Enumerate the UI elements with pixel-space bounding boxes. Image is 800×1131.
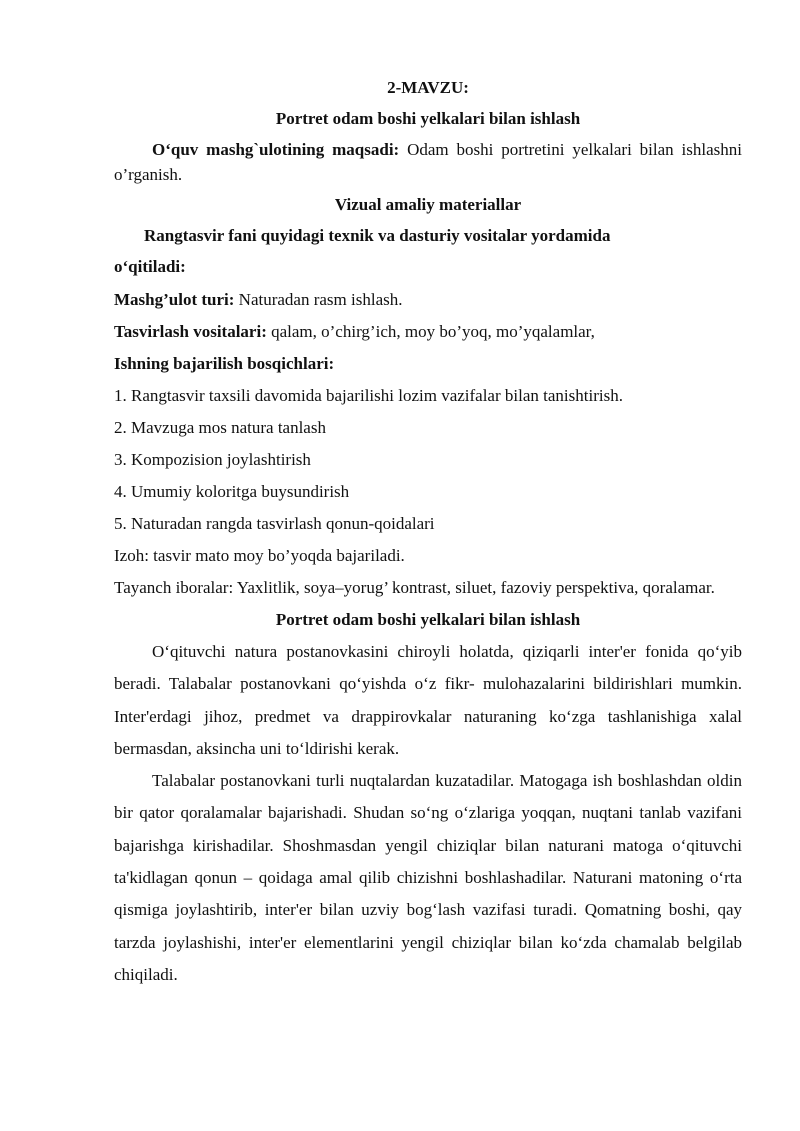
purpose-label: O‘quv mashg`ulotining maqsadi: [152, 140, 400, 159]
training-type-label: Mashg’ulot turi: [114, 290, 235, 309]
stages-label: Ishning bajarilish bosqichlari: [114, 354, 335, 373]
tools-label: Tasvirlash vositalari: [114, 322, 267, 341]
topic-subtitle: Portret odam boshi yelkalari bilan ishlash [275, 109, 581, 128]
intro-line-1-text: Rangtasvir fani quyidagi texnik va dasturiy vositalar yordamida [144, 226, 611, 245]
training-type-text: Naturadan rasm ishlash. [234, 290, 403, 309]
document-page [114, 74, 742, 991]
stages-heading [114, 348, 742, 380]
body-paragraph-1: O‘qituvchi natura postanovkasini chiroyli holatda, qiziqarli inter'er fonida qo‘yib beradi. Talabalar postanovkani qo‘yishda o‘z fikr- mulohazalarini bildirishlari mumkin. Inter'erdagi jihoz, predmet va drappirovkalar naturaning ko‘zga tashlanishiga xalal bermasdan, aksincha uni to‘ldirishi kerak. [114, 642, 742, 758]
tools-text: qalam, o’chirg’ich, moy bo’yoq, mo’yqalamlar, [266, 322, 595, 341]
list-item: 2. Mavzuga mos natura tanlash [114, 418, 326, 437]
section-heading: Portret odam boshi yelkalari bilan ishlash [275, 610, 581, 629]
purpose-paragraph [114, 137, 742, 187]
intro-line-2 [114, 251, 742, 282]
purpose-text: Odam boshi portretini yelkalari bilan ishlashni o’rganish. [114, 140, 742, 184]
topic-title: 2-MAVZU: [387, 78, 469, 97]
body-paragraph-2: Talabalar postanovkani turli nuqtalardan kuzatadilar. Matogaga ish boshlashdan oldin bir qator qoralamalar bajarishadi. Shudan so‘ng o‘zlariga yoqqan, nuqtani tanlab vazifani bajarishga kirishadilar. Shoshmasdan yengil chiziqlar bilan naturani matoga o‘qituvchi ta'kidlagan qonun – qoidaga amal qilib chizishni boshlashadilar. Naturani matoning o‘rta qismiga joylashtirib, inter'er bilan uzviy bog‘lash vazifasi turadi. Qomatning boshi, qay tarzda joylashishi, inter'er elementlarini yengil chiziqlar bilan ko‘zda chamalab belgilab chiqiladi. [114, 771, 742, 984]
list-item: 1. Rangtasvir taxsili davomida bajarilishi lozim vazifalar bilan tanishtirish. [114, 386, 623, 405]
list-item: 5. Naturadan rangda tasvirlash qonun-qoidalari [114, 514, 435, 533]
note-line: Izoh: tasvir mato moy bo’yoqda bajariladi. [114, 546, 405, 565]
tools-line [114, 316, 742, 348]
keywords-paragraph: Tayanch iboralar: Yaxlitlik, soya–yorug’ kontrast, siluet, fazoviy perspektiva, qoralamar. [114, 578, 715, 597]
training-type-line [114, 284, 742, 316]
intro-line-1 [114, 220, 742, 251]
list-item: 4. Umumiy koloritga buysundirish [114, 482, 350, 501]
intro-line-2-text: o‘qitiladi: [114, 257, 186, 276]
visual-materials-heading: Vizual amaliy materiallar [334, 195, 522, 214]
list-item: 3. Kompozision joylashtirish [114, 450, 311, 469]
